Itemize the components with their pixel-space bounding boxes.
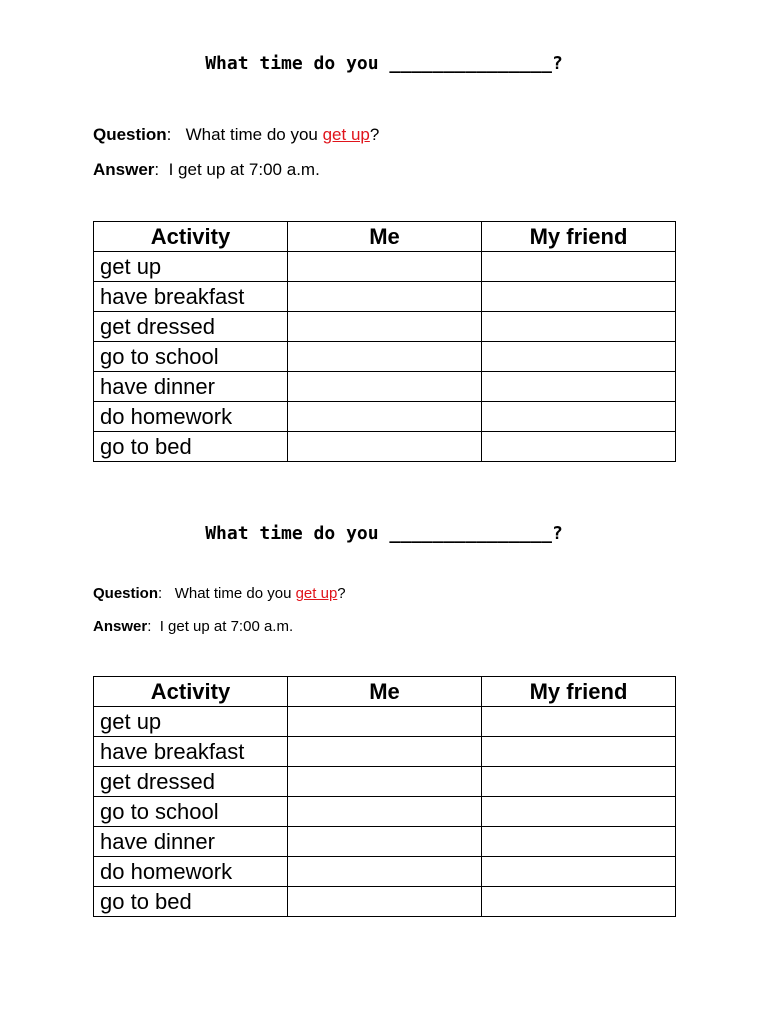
me-cell[interactable] — [288, 827, 482, 857]
activity-cell: go to school — [94, 342, 288, 372]
activity-table — [93, 221, 676, 462]
table-row — [94, 402, 676, 432]
header-activity: Activity — [94, 677, 288, 707]
header-my-friend: My friend — [482, 222, 676, 252]
table-row — [94, 432, 676, 462]
me-cell[interactable] — [288, 797, 482, 827]
friend-cell[interactable] — [482, 707, 676, 737]
me-cell[interactable] — [288, 887, 482, 917]
header-me: Me — [288, 677, 482, 707]
table-header-row — [94, 222, 676, 252]
activity-cell: go to bed — [94, 432, 288, 462]
friend-cell[interactable] — [482, 372, 676, 402]
me-cell[interactable] — [288, 707, 482, 737]
friend-cell[interactable] — [482, 857, 676, 887]
activity-cell: go to school — [94, 797, 288, 827]
table-row — [94, 797, 676, 827]
header-activity: Activity — [94, 222, 288, 252]
table-row — [94, 312, 676, 342]
activity-cell: get dressed — [94, 767, 288, 797]
answer-text: I get up at 7:00 a.m. — [168, 160, 320, 179]
answer-label: Answer — [93, 160, 155, 179]
answer-line: Answer: I get up at 7:00 a.m. — [93, 160, 320, 179]
activity-cell: go to bed — [94, 887, 288, 917]
friend-cell[interactable] — [482, 252, 676, 282]
activity-cell: have breakfast — [94, 737, 288, 767]
friend-cell[interactable] — [482, 827, 676, 857]
friend-cell[interactable] — [482, 767, 676, 797]
question-line: Question: What time do you get up? — [93, 585, 346, 602]
question-label: Question — [93, 125, 167, 144]
me-cell[interactable] — [288, 857, 482, 887]
table-row — [94, 887, 676, 917]
answer-text: I get up at 7:00 a.m. — [159, 618, 294, 635]
question-highlight: get up — [295, 585, 338, 602]
table-row — [94, 282, 676, 312]
activity-cell: have dinner — [94, 372, 288, 402]
activity-cell: do homework — [94, 857, 288, 887]
me-cell[interactable] — [288, 372, 482, 402]
table-row — [94, 767, 676, 797]
activity-cell: get up — [94, 707, 288, 737]
me-cell[interactable] — [288, 282, 482, 312]
table-header-row — [94, 677, 676, 707]
question-line: Question: What time do you get up? — [93, 125, 380, 144]
me-cell[interactable] — [288, 432, 482, 462]
answer-line: Answer: I get up at 7:00 a.m. — [93, 618, 294, 635]
table-row — [94, 857, 676, 887]
worksheet-title: What time do you _______________? — [205, 523, 563, 544]
friend-cell[interactable] — [482, 432, 676, 462]
activity-table — [93, 676, 676, 917]
header-me: Me — [288, 222, 482, 252]
table-row — [94, 372, 676, 402]
question-suffix: ? — [369, 125, 380, 144]
me-cell[interactable] — [288, 312, 482, 342]
me-cell[interactable] — [288, 252, 482, 282]
question-prefix: What time do you — [185, 125, 323, 144]
friend-cell[interactable] — [482, 312, 676, 342]
question-prefix: What time do you — [174, 585, 296, 602]
activity-cell: get dressed — [94, 312, 288, 342]
header-my-friend: My friend — [482, 677, 676, 707]
friend-cell[interactable] — [482, 887, 676, 917]
answer-label: Answer — [93, 618, 148, 635]
table-row — [94, 707, 676, 737]
friend-cell[interactable] — [482, 737, 676, 767]
friend-cell[interactable] — [482, 342, 676, 372]
table-row — [94, 827, 676, 857]
table-row — [94, 737, 676, 767]
activity-cell: get up — [94, 252, 288, 282]
table-row — [94, 342, 676, 372]
question-label: Question — [93, 585, 159, 602]
question-suffix: ? — [337, 585, 346, 602]
friend-cell[interactable] — [482, 402, 676, 432]
me-cell[interactable] — [288, 342, 482, 372]
activity-cell: have dinner — [94, 827, 288, 857]
question-highlight: get up — [322, 125, 370, 144]
activity-cell: do homework — [94, 402, 288, 432]
worksheet-title: What time do you _______________? — [205, 53, 563, 74]
activity-cell: have breakfast — [94, 282, 288, 312]
friend-cell[interactable] — [482, 282, 676, 312]
me-cell[interactable] — [288, 737, 482, 767]
me-cell[interactable] — [288, 402, 482, 432]
friend-cell[interactable] — [482, 797, 676, 827]
table-row — [94, 252, 676, 282]
me-cell[interactable] — [288, 767, 482, 797]
